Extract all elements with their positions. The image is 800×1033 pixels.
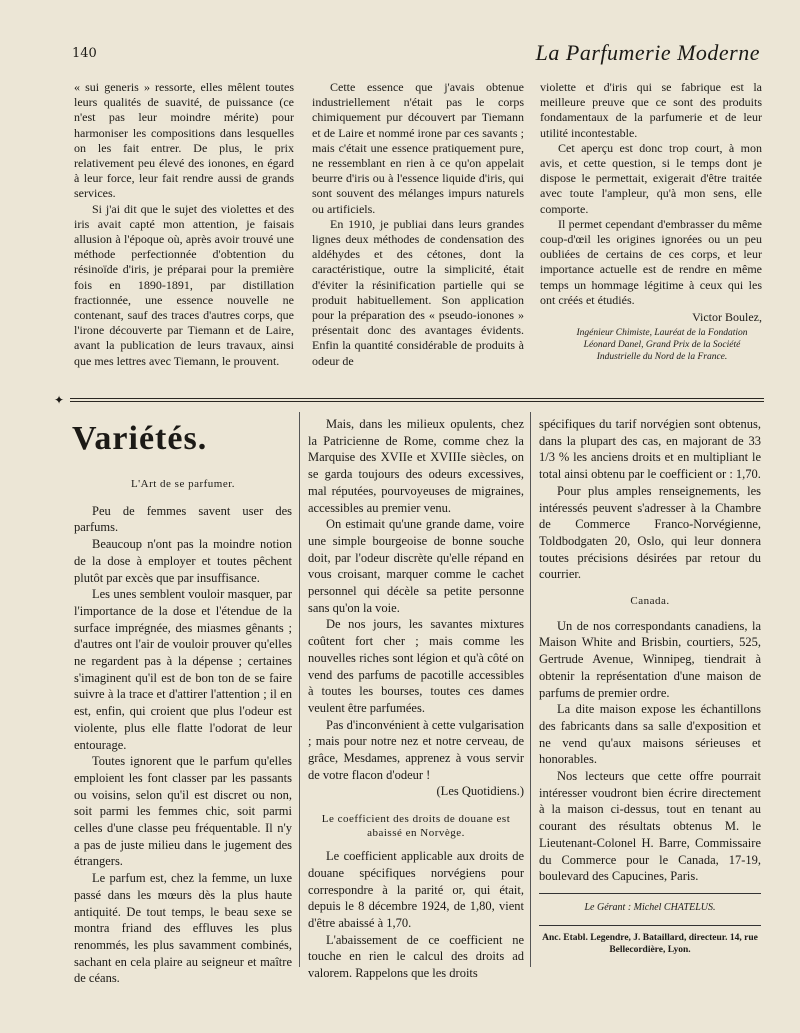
journal-masthead: La Parfumerie Moderne xyxy=(535,40,760,65)
paragraph: Un de nos correspondants canadiens, la Maison White and Brisbin, courtiers, 525, Gertrude Avenue, Winnipeg, tiendrait à obtenir la représentation d'une maison de parfums de premier ordre. xyxy=(539,618,761,700)
paragraph: Si j'ai dit que le sujet des violettes et des iris avait capté mon attention, je faisais allusion à l'époque où, après avoir trouvé une méthode perfectionnée d'obtention du résinoïde d'iris, je préparai pour la première fois en 1890-1891, par distillation fractionnée, une essence nouvelle ne contenant, sauf des traces d'autres corps, que l'irone découverte par Tiemann et de Laire, avant la publication de leurs travaux, ainsi que mes lettres avec Tiemann, le prouvent. xyxy=(74,201,294,368)
paragraph: Peu de femmes savent user des parfums. xyxy=(74,503,292,535)
paragraph: violette et d'iris qui se fabrique est la meilleure preuve que ce sont des produits fondamentaux de la parfumerie et de leur utilité incontestable. xyxy=(540,80,762,140)
paragraph: Il permet cependant d'embrasser du même coup-d'œil les origines ignorées ou un peu oubliées de certains de ces corps, et leur importance actuelle est de rendre en même temps un hommage légitime à ceux qui les ont créés et étudiés. xyxy=(540,216,762,307)
varietes-column-1 xyxy=(74,470,292,987)
author-title: Ingénieur Chimiste, Lauréat de la Fondation Léonard Danel, Grand Prix de la Société Industrielle du Nord de la France. xyxy=(576,328,748,363)
paragraph: Pour plus amples renseignements, les intéressés peuvent s'adresser à la Chambre de Commerce Franco-Norvégienne, Toldbodgaten 20, Oslo, qui leur donnera toutes précisions désirées par retour du courrier. xyxy=(539,483,761,582)
paragraph: Le coefficient applicable aux droits de douane spécifiques norvégiens pour correspondre à la parité or, qui était, depuis le 8 décembre 1924, de 1,80, vient d'être abaissé à 1,70. xyxy=(308,849,524,930)
paragraph: Toutes ignorent que le parfum qu'elles emploient les font classer par les passants ou voisins, selon qu'il est discret ou non, soit parmi les femmes chic, soit parmi celles d'une classe peu fréquentable. Il n'y a pas de juste milieu dans le jugement des étrangers. xyxy=(74,754,292,869)
section-marker-icon: ✦ xyxy=(54,393,65,407)
paragraph: Cette essence que j'avais obtenue industriellement n'était pas le corps chimiquement pur découvert par Tiemann et de Laire et nommé irone par ces savants ; mais c'était une essence pratiquement pure, ne ressemblant en rien à ce qu'on appelait beurre d'iris ou à l'essence liquide d'iris, qui sont souvent des mélanges impurs naturels ou artificiels. xyxy=(312,80,524,216)
paragraph: L'abaissement de ce coefficient ne touche en rien le calcul des droits ad valorem. Rappelons que les droits xyxy=(308,932,524,981)
paragraph: De nos jours, les savantes mixtures coûtent fort cher ; mais comme les nouvelles riches sont légion et qu'à côté on vend des parfums de pacotille accessibles à toutes les bourses, toutes ces dames veulent être parfumées. xyxy=(308,617,524,715)
section-divider xyxy=(70,401,764,402)
paragraph: En 1910, je publiai dans leurs grandes lignes deux méthodes de condensation des aldéhydes et des cétones, dont la caractéristique, outre la simplicité, était d'éviter la résinification partielle qui se produit habituellement. Son application pour la préparation des « pseudo-ionones » présentait donc des avantages évidents. Enfin la quantité considérable de produits à odeur de xyxy=(312,216,524,368)
section-divider xyxy=(70,398,764,399)
paragraph: Pas d'inconvénient à cette vulgarisation ; mais pour notre nez et notre cerveau, de grâce, Mesdames, apprenez à vous servir de votre flacon d'odeur ! xyxy=(308,717,524,782)
paragraph: La dite maison expose les échantillons des fabricants dans sa salle d'exposition et ne vend qu'aux maisons sérieuses et honorables. xyxy=(539,702,761,767)
paragraph: Cet aperçu est donc trop court, à mon avis, et cette question, si le temps dont je dispose le permettait, exigerait d'être traitée avec toute l'ampleur, qu'à mon sens, elle comporte. xyxy=(540,140,762,216)
paragraph: Mais, dans les milieux opulents, chez la Patricienne de Rome, comme chez la Marquise des XVIIe et XVIIIe siècles, on se garda toujours des odeurs excessives, mal réputées, pourvoyeuses de migraines, accessibles au premier venu. xyxy=(308,417,524,515)
subheading: L'Art de se parfumer. xyxy=(130,478,236,490)
varietes-column-3 xyxy=(539,416,761,956)
section-title: Variétés. xyxy=(72,420,208,457)
article-column-2 xyxy=(312,80,524,369)
paragraph: Nos lecteurs que cette offre pourrait intéresser voudront bien écrire directement à la maison ci-dessus, tout en tenant au courant des résultats obtenus M. le Lieutenant-Colonel H. Barre, Commissaire du Commerce pour le Canada, 17-19, boulevard des Capucines, Paris. xyxy=(539,769,761,884)
column-rule xyxy=(299,412,300,967)
column-rule xyxy=(530,412,531,967)
paragraph: spécifiques du tarif norvégien sont obtenus, dans la plupart des cas, en majorant de 33 1/3 % les anciens droits et en multipliant le total ainsi obtenu par le coefficient or : 1,70. xyxy=(539,417,761,482)
publisher-manager: Le Gérant : Michel CHATELUS. xyxy=(584,901,716,913)
article-column-3 xyxy=(540,80,762,363)
subheading: Canada. xyxy=(630,595,670,608)
paragraph: Beaucoup n'ont pas la moindre notion de la dose à employer et toutes pêchent plutôt par excès que par insuffisance. xyxy=(74,537,292,585)
printer-imprint: Anc. Etabl. Legendre, J. Bataillard, directeur. 14, rue Bellecordière, Lyon. xyxy=(542,932,758,955)
divider xyxy=(539,893,761,894)
article-column-1 xyxy=(74,80,294,369)
quote-source: (Les Quotidiens.) xyxy=(436,784,524,799)
page-number: 140 xyxy=(72,46,97,61)
paragraph: Les unes semblent vouloir masquer, par l'importance de la dose et l'étendue de la surface imprégnée, des miasmes gênants ; d'autres ont l'air de vouloir prouver qu'elles ne regardent pas à la dépense ; certaines s'imaginent qu'il est de bon ton de se faire suivre à la trace et d'attirer l'attention ; il en est, enfin, qui croient que plus l'odeur est violente, plus elle flatte l'odorat de leur entourage. xyxy=(74,587,292,752)
varietes-column-2 xyxy=(308,416,524,982)
author-name: Victor Boulez, xyxy=(692,310,762,325)
paragraph: On estimait qu'une grande dame, voire une simple bourgeoise de bonne souche doit, par l'odeur discrète qu'elle répand en vous croisant, marquer comme le cachet personnel qui décèle sa petite personne sans qu'on la voie. xyxy=(308,517,524,615)
divider xyxy=(539,925,761,926)
paragraph: Le parfum est, chez la femme, un luxe passé dans les mœurs dès la plus haute antiquité. De tout temps, le beau sexe se montra friand des effluves les plus renommés, les plus savamment combinés, sachant en cela plaire au seigneur et maître de céans. xyxy=(74,871,292,986)
paragraph: « sui generis » ressorte, elles mêlent toutes leurs qualités de suavité, de puissance (ce n'est pas leur moindre mérite) pour harmoniser les compositions dans lesquelles on les fait entrer. De plus, le prix relativement peu élevé des ionones, en égard à leur force, leur fait rendre aussi de grands services. xyxy=(74,80,294,201)
subheading: Le coefficient des droits de douane est abaissé en Norvège. xyxy=(321,813,511,840)
